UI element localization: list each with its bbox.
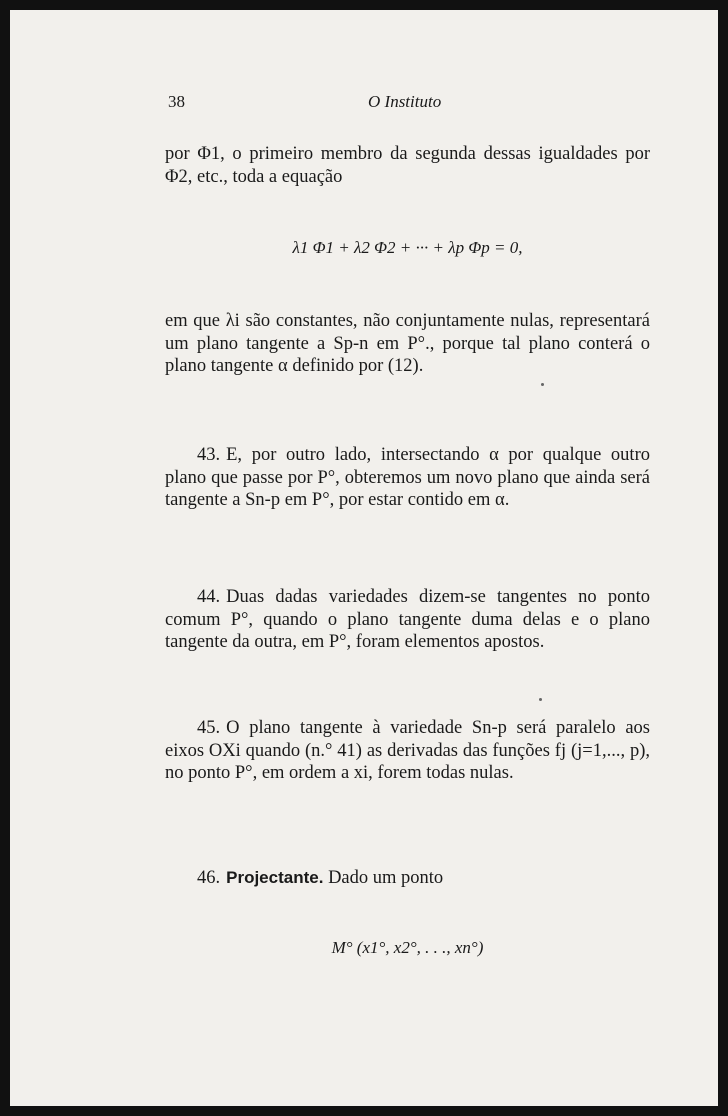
print-speck — [541, 383, 544, 386]
equation-point-m: M° (x1°, x2°, . . ., xn°) — [331, 938, 484, 957]
paragraph-44-text: Duas dadas variedades dizem-se tangentes no ponto comum P°, quando o plano tangente duma delas e o plano tangente da outra, em P°, foram elementos apostos. — [165, 587, 650, 652]
paragraph-46 — [165, 867, 650, 890]
paragraph-45-text: O plano tangente à variedade Sn-p será paralelo aos eixos OXi quando (n.° 41) as derivadas das funções fj (j=1,..., p), no ponto P°, em ordem a xi, forem todas nulas. — [165, 718, 650, 783]
paragraph-number: 43. — [197, 445, 221, 465]
running-title: O Instituto — [368, 92, 442, 111]
section-title: Projectante. — [226, 868, 324, 887]
paragraph-number: 44. — [197, 587, 221, 607]
page-header — [168, 92, 648, 114]
paragraph-43 — [165, 444, 650, 512]
equation-lambda-sum: λ1 Φ1 + λ2 Φ2 + ··· + λp Φp = 0, — [292, 238, 523, 257]
paragraph-44 — [165, 586, 650, 654]
paragraph-intro: por Φ1, o primeiro membro da segunda dessas igualdades por Φ2, etc., toda a equação — [165, 144, 650, 187]
paragraph-number: 46. — [197, 868, 221, 888]
paragraph-number: 45. — [197, 718, 221, 738]
paragraph-43-text: E, por outro lado, intersectando α por qualque outro plano que passe por P°, obteremos um novo plano que ainda será tangente a Sn-p em P°, por estar contido em α. — [165, 445, 650, 510]
paragraph-45 — [165, 717, 650, 785]
print-speck — [539, 698, 542, 701]
page-number: 38 — [168, 92, 185, 111]
paragraph-46-text: Dado um ponto — [328, 868, 444, 888]
book-page — [10, 10, 718, 1106]
paragraph-tangent-plane: em que λi são constantes, não conjuntamente nulas, representará um plano tangente a Sp-n em P°., porque tal plano conterá o plano tangente α definido por (12). — [165, 311, 650, 376]
